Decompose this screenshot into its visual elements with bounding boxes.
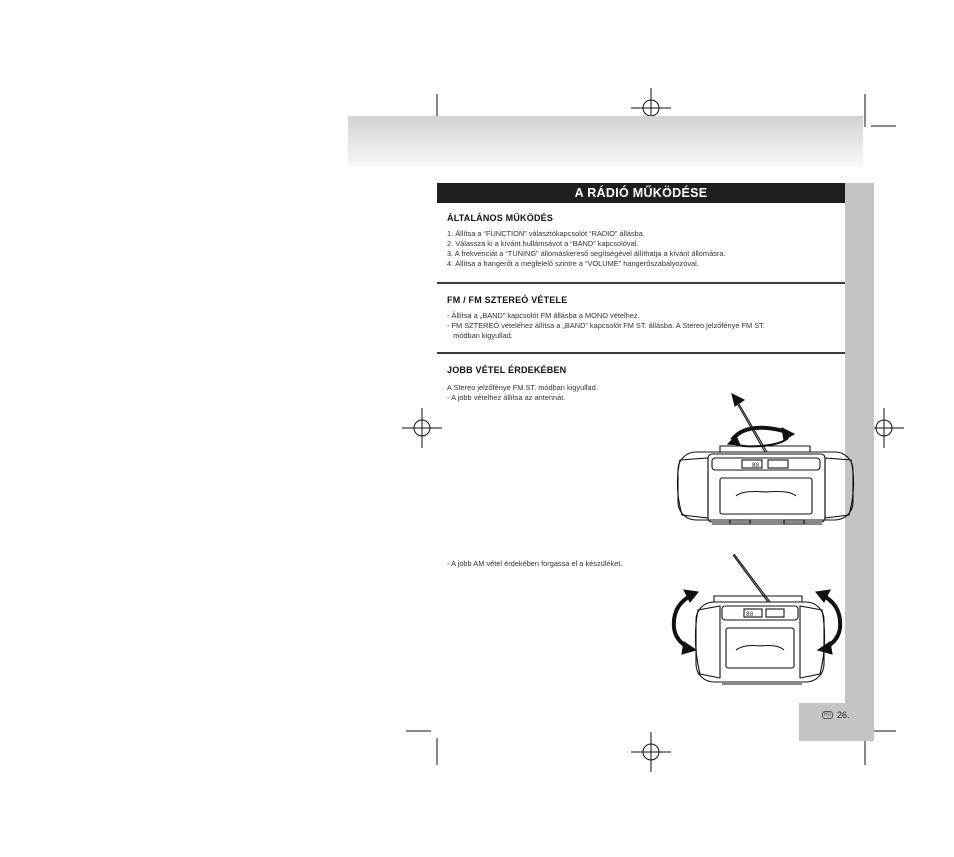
section-divider	[437, 352, 845, 354]
crosshair-registration-icon	[631, 732, 671, 772]
section-heading-reception: JOBB VÉTEL ÉRDEKÉBEN	[447, 365, 567, 375]
page-title: A RÁDIÓ MŰKÖDÉSE	[437, 183, 845, 203]
list-item: 3. A frekvenciát a “TUNING” állomáskereső segítségével állíthatja a kívánt állomásra.	[447, 249, 726, 258]
list-item: 2. Válassza ki a kívánt hullámsávot a “BAND” kapcsolóval.	[447, 239, 639, 248]
svg-text:88: 88	[752, 462, 760, 469]
list-item: A Stereo jelzőfénye FM ST. módban kigyullad.	[447, 383, 598, 392]
antenna-rotation-illustration	[672, 390, 862, 530]
page-number	[822, 710, 850, 720]
list-item: - Állítsa a „BAND” kapcsolót FM állásba a MONO vételhez.	[447, 311, 640, 320]
section-body-fm	[447, 311, 765, 341]
page-number-text: 26.	[837, 710, 850, 720]
section-body-general	[447, 229, 726, 269]
list-item: módban kigyullad.	[447, 331, 513, 340]
section-heading-general: ÁLTALÁNOS MŰKÖDÉS	[447, 213, 554, 223]
unit-rotation-illustration	[662, 550, 852, 690]
section-divider	[437, 282, 845, 284]
crosshair-registration-icon	[402, 408, 442, 448]
header-band	[348, 116, 863, 167]
list-item: 1. Állítsa a “FUNCTION” választókapcsolót “RADIO” állásba.	[447, 229, 645, 238]
list-item: - A jobb vételhez állítsa az antennát.	[447, 393, 566, 402]
am-note: - A jobb AM vétel érdekében forgassa el a készüléket.	[447, 559, 623, 568]
hu-language-icon: HU	[823, 712, 832, 718]
svg-text:88: 88	[746, 611, 754, 618]
section-body-reception	[447, 383, 598, 403]
page-tab	[799, 703, 874, 741]
list-item: 4. Állítsa a hangerőt a megfelelő szintre a “VOLUME” hangerőszabályozóval.	[447, 259, 699, 268]
section-heading-fm: FM / FM SZTEREÓ VÉTELE	[447, 295, 568, 305]
list-item: - FM SZTEREÓ vételéhez állítsa a „BAND” kapcsolót FM ST. állásba. A Stereo jelzőfénye FM ST.	[447, 321, 765, 330]
